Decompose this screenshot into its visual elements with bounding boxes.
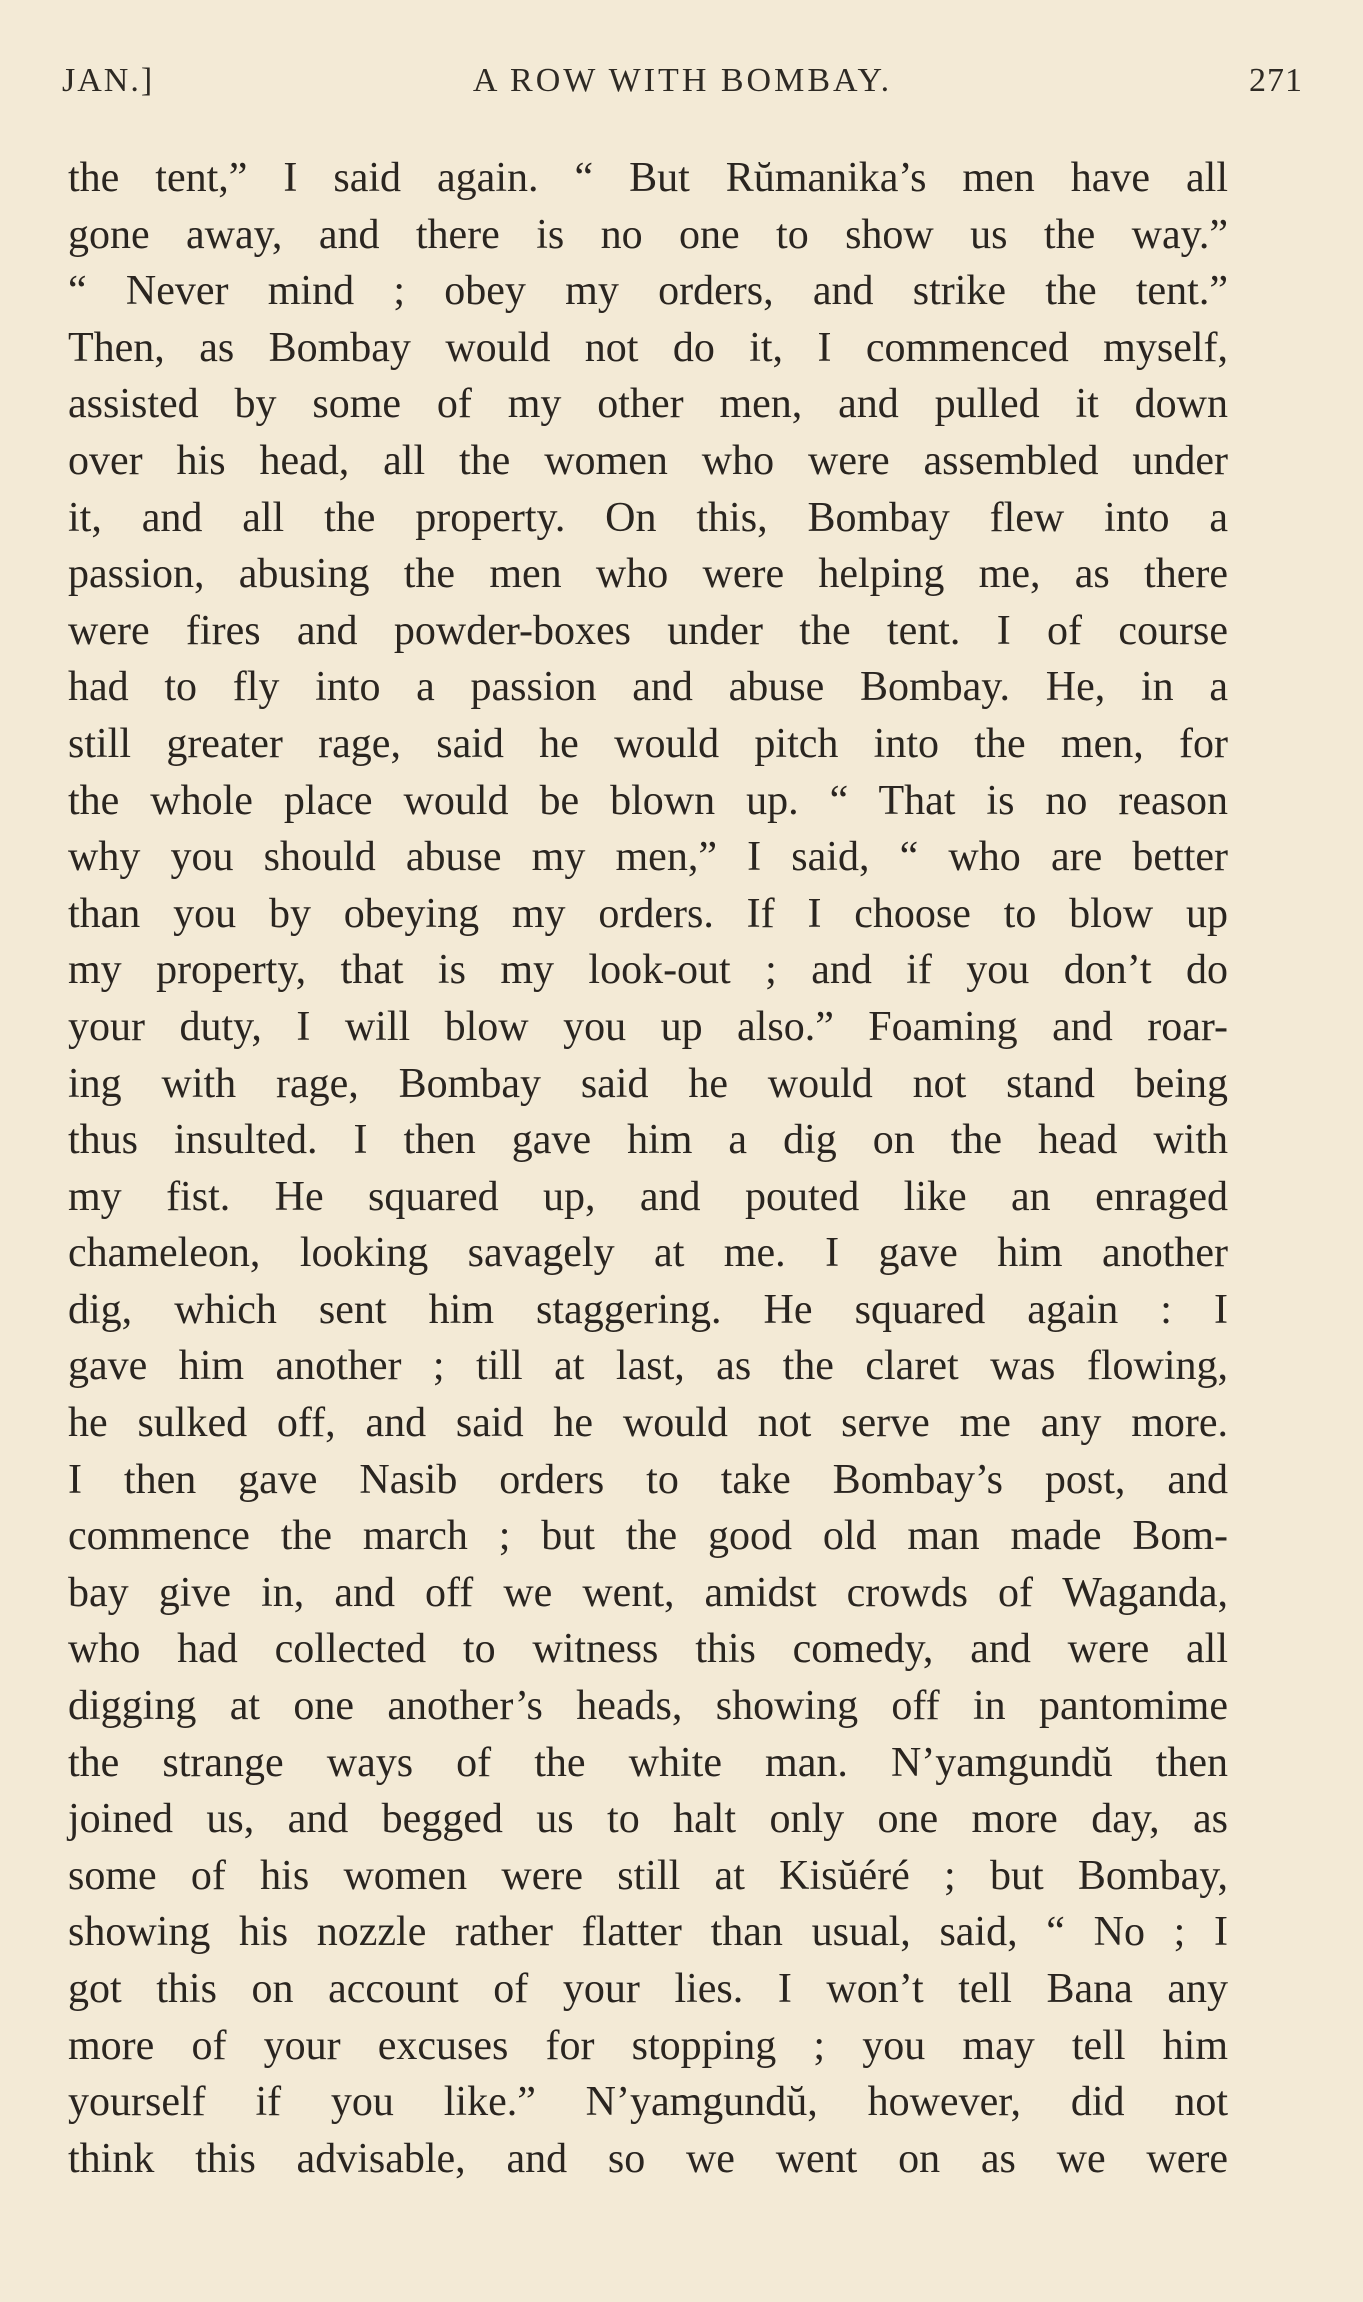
text-line: my property, that is my look-out ; and if you don’t do [68, 947, 1228, 994]
text-line: your duty, I will blow you up also.” Foaming and roar- [68, 1003, 1228, 1050]
text-line: joined us, and begged us to halt only one more day, as [68, 1796, 1228, 1843]
text-line: yourself if you like.” N’yamgundŭ, however, did not [68, 2079, 1228, 2126]
text-line: still greater rage, said he would pitch into the men, for [68, 720, 1228, 767]
text-line: than you by obeying my orders. If I choose to blow up [68, 890, 1228, 937]
text-line: the whole place would be blown up. “ That is no reason [68, 777, 1228, 824]
text-line: why you should abuse my men,” I said, “ who are better [68, 834, 1228, 881]
text-line: he sulked off, and said he would not serve me any more. [68, 1400, 1228, 1447]
text-line: Then, as Bombay would not do it, I commenced myself, [68, 324, 1228, 371]
text-line: passion, abusing the men who were helping me, as there [68, 551, 1228, 598]
text-line: gave him another ; till at last, as the claret was flowing, [68, 1343, 1228, 1390]
text-line: got this on account of your lies. I won’t tell Bana any [68, 1966, 1228, 2012]
text-line: I then gave Nasib orders to take Bombay’s post, and [68, 1456, 1228, 1503]
text-line: my fist. He squared up, and pouted like an enraged [68, 1173, 1228, 1220]
text-line: some of his women were still at Kisŭéré ; but Bombay, [68, 1852, 1228, 1899]
text-line: bay give in, and off we went, amidst crowds of Waganda, [68, 1569, 1228, 1616]
text-line: had to fly into a passion and abuse Bombay. He, in a [68, 664, 1228, 711]
text-line: “ Never mind ; obey my orders, and strike the tent.” [68, 268, 1228, 315]
text-line: commence the march ; but the good old man made Bom- [68, 1513, 1228, 1560]
header-chapter-month: JAN.] [62, 62, 155, 99]
text-line: think this advisable, and so we went on as we were [68, 2135, 1228, 2182]
text-line: showing his nozzle rather flatter than usual, said, “ No ; I [68, 1909, 1228, 1956]
text-line: were fires and powder-boxes under the tent. I of course [68, 607, 1228, 654]
text-line: assisted by some of my other men, and pulled it down [68, 381, 1228, 428]
text-line: chameleon, looking savagely at me. I gave him another [68, 1230, 1228, 1277]
text-line: it, and all the property. On this, Bombay flew into a [68, 494, 1228, 541]
text-line: over his head, all the women who were assembled under [68, 437, 1228, 484]
text-line: thus insulted. I then gave him a dig on the head with [68, 1117, 1228, 1164]
text-line: digging at one another’s heads, showing off in pantomime [68, 1683, 1228, 1730]
text-line: more of your excuses for stopping ; you may tell him [68, 2022, 1228, 2069]
text-line: the strange ways of the white man. N’yamgundŭ then [68, 1739, 1228, 1786]
body-text [68, 150, 1228, 2187]
text-line: gone away, and there is no one to show us the way.” [68, 211, 1228, 258]
text-line: the tent,” I said again. “ But Rŭmanika’s men have all [68, 155, 1228, 201]
text-line: ing with rage, Bombay said he would not stand being [68, 1060, 1228, 1107]
header-title: A ROW WITH BOMBAY. [472, 62, 893, 99]
running-header [62, 62, 1303, 112]
text-line: who had collected to witness this comedy, and were all [68, 1626, 1228, 1673]
text-line: dig, which sent him staggering. He squared again : I [68, 1286, 1228, 1333]
page-number: 271 [1249, 62, 1303, 99]
